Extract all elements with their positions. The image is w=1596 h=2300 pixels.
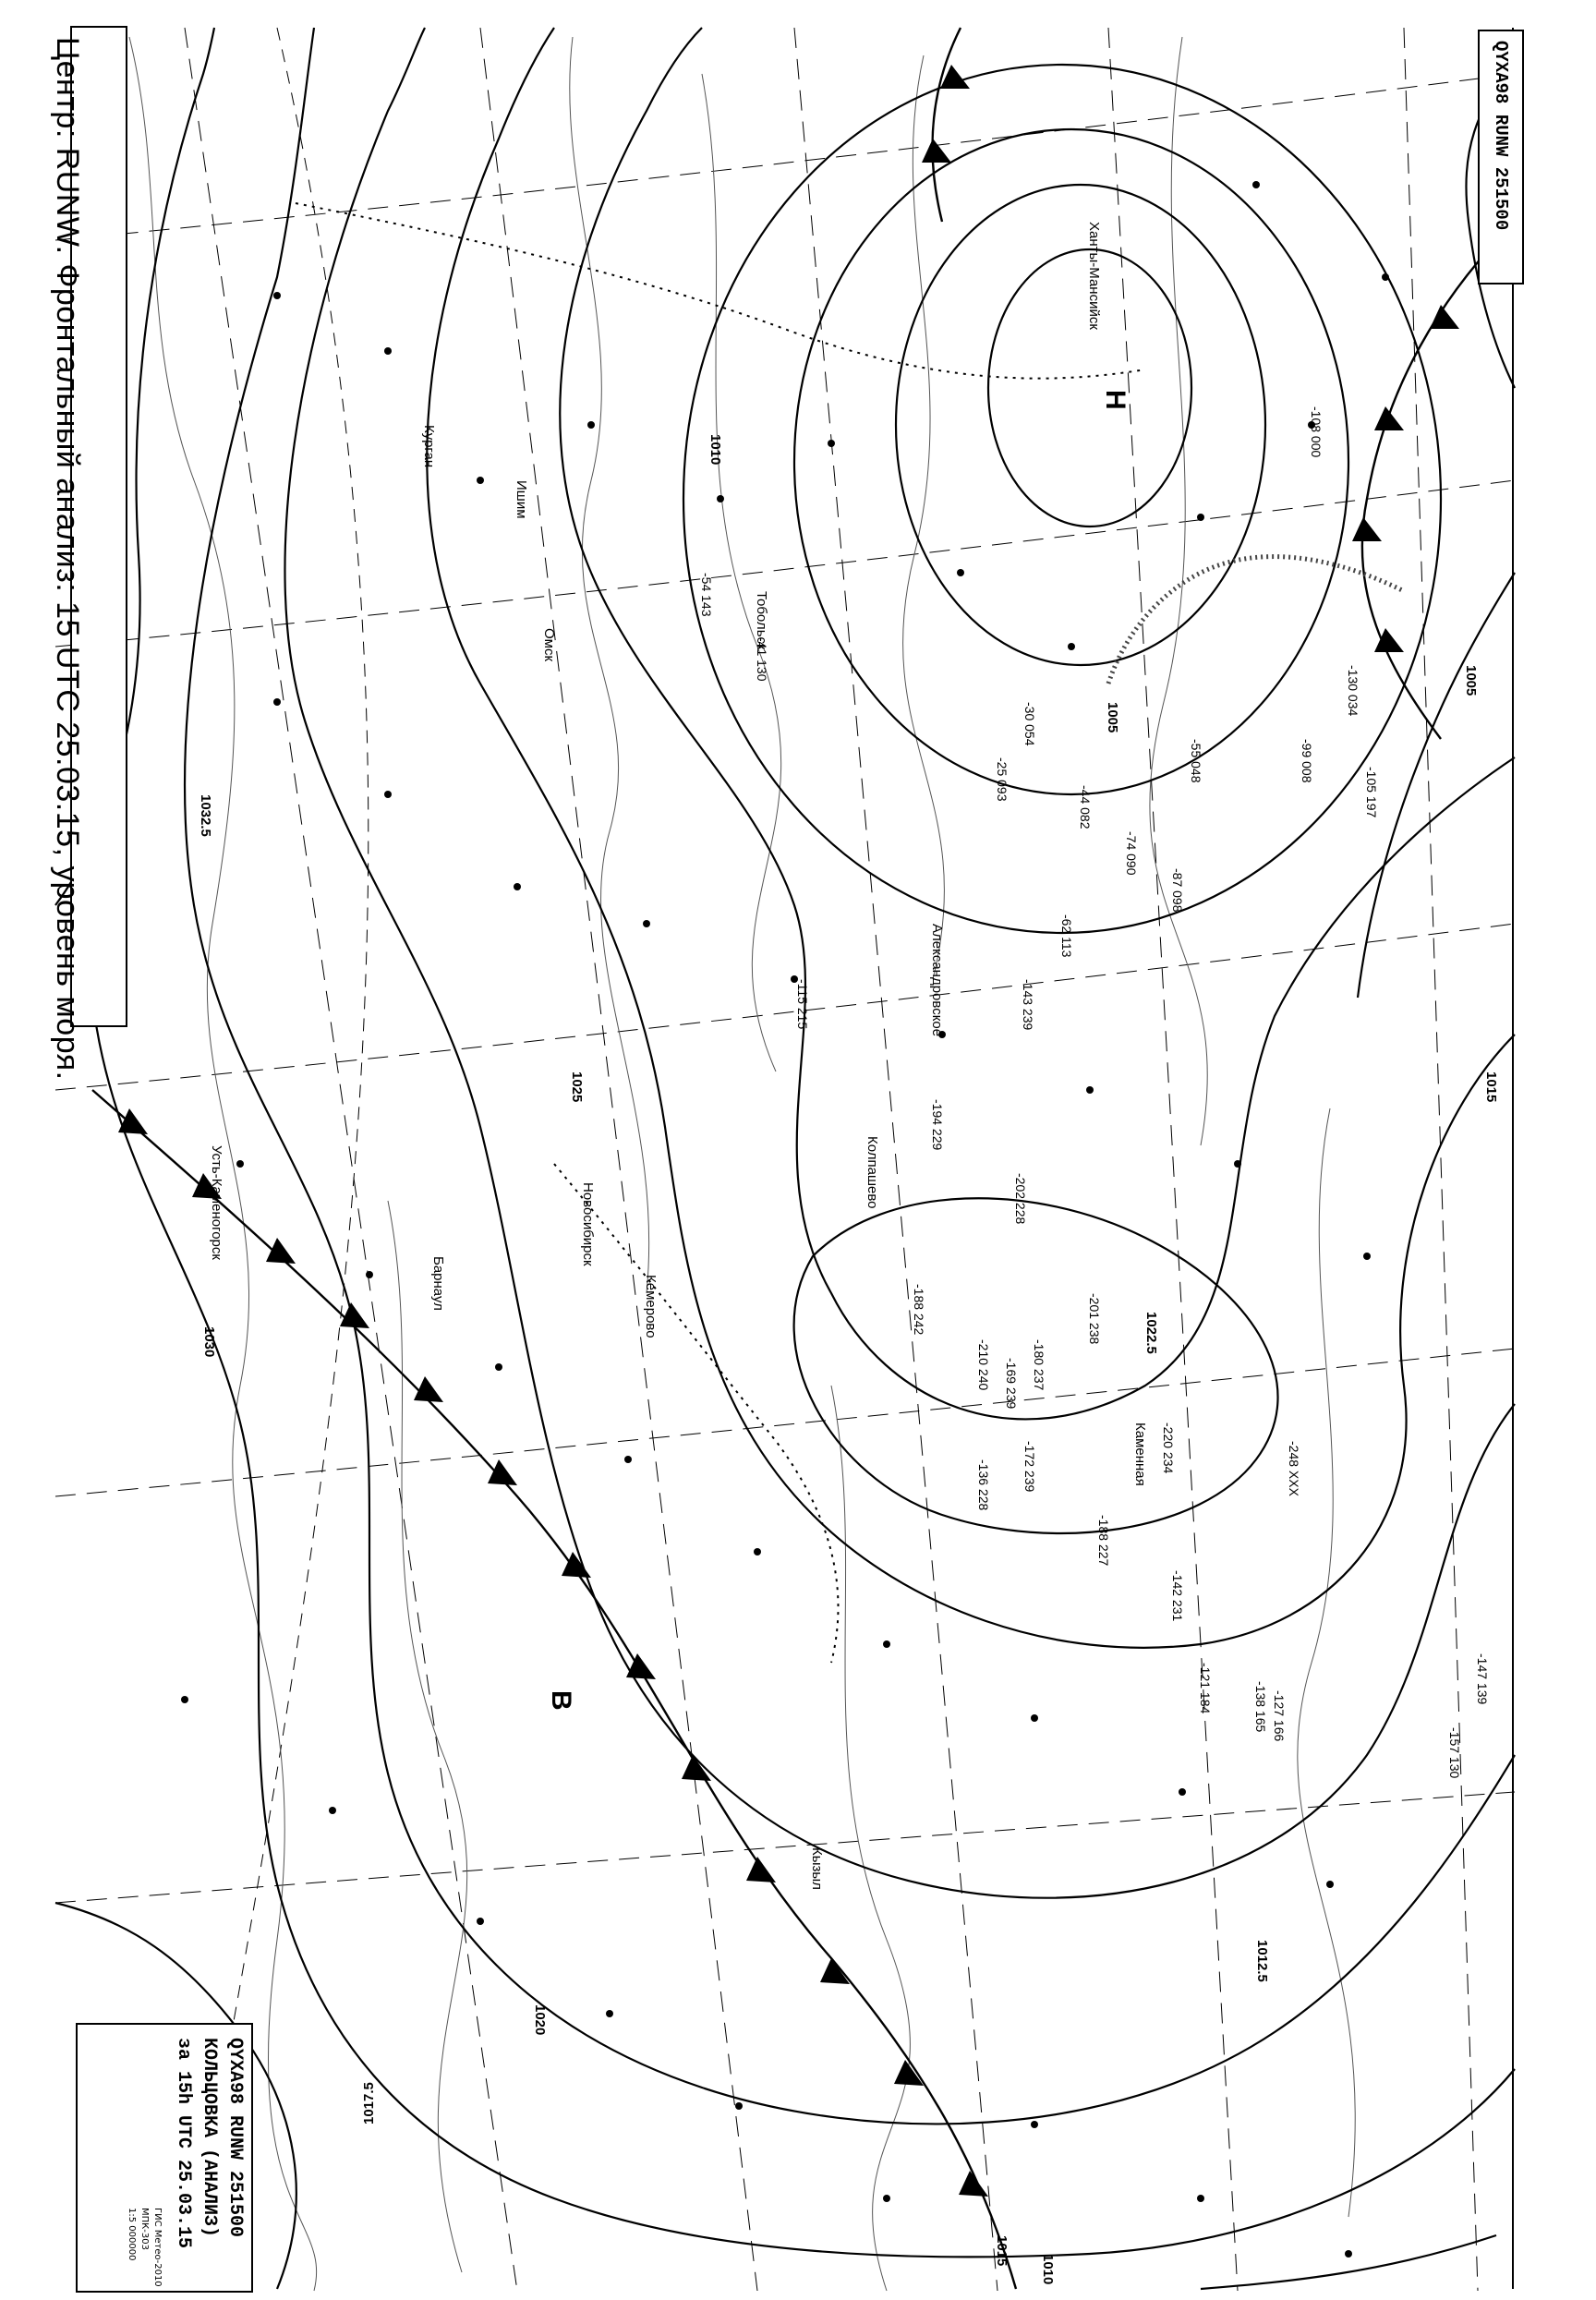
isobar-label: 1010 xyxy=(707,434,723,466)
station-plot: -108 000 xyxy=(1309,406,1324,458)
map-code: QYXA98 RUNW 251500 xyxy=(1491,41,1511,231)
legend-code: QYXA98 RUNW 251500 xyxy=(224,2038,246,2238)
station-plot: -180 237 xyxy=(1032,1339,1046,1391)
place-name: Ишим xyxy=(514,480,529,519)
station-plot: -41 130 xyxy=(755,637,769,682)
station-plot: -188 242 xyxy=(912,1284,926,1336)
place-name: Барнаул xyxy=(430,1256,446,1311)
station-plot: -115 215 xyxy=(795,979,810,1030)
station-plot: -54 143 xyxy=(699,573,714,617)
station-plot: -99 008 xyxy=(1300,739,1314,783)
station-plot: -157 130 xyxy=(1447,1727,1462,1779)
isobar-label: 1005 xyxy=(1105,702,1120,733)
station-plot: -74 090 xyxy=(1124,831,1139,876)
station-plot: -143 239 xyxy=(1021,979,1035,1031)
isobar-label: 1025 xyxy=(569,1071,585,1103)
place-name: Кемерово xyxy=(643,1275,659,1338)
station-plot: -210 240 xyxy=(976,1339,991,1391)
station-plot: -127 166 xyxy=(1272,1690,1287,1742)
legend-projection: МПК-303 xyxy=(139,2208,150,2250)
station-plot: -121 184 xyxy=(1198,1663,1213,1714)
isobar-label: 1022.5 xyxy=(1143,1312,1159,1354)
station-plot: -147 139 xyxy=(1475,1653,1490,1705)
station-plot: -169 239 xyxy=(1004,1358,1019,1410)
station-plot: -248 XXX xyxy=(1287,1441,1301,1496)
isobar-label: 1015 xyxy=(1483,1071,1499,1103)
place-name: Каменная xyxy=(1132,1422,1148,1486)
isobar-label: 1012.5 xyxy=(1254,1940,1270,1982)
high-pressure-center: В xyxy=(546,1690,576,1711)
legend-software: ГИС Метео-2010 xyxy=(152,2208,163,2287)
station-plot: -87 098 xyxy=(1170,868,1185,913)
legend-product: КОЛЬЦОВКА (АНАЛИЗ) xyxy=(199,2038,220,2238)
station-plot: -55 048 xyxy=(1189,739,1203,783)
station-plot: -138 165 xyxy=(1253,1681,1268,1733)
isobar-label: 1017.5 xyxy=(361,2082,377,2124)
station-plot: -202 228 xyxy=(1013,1173,1028,1225)
legend-scale: 1:5 000000 xyxy=(127,2208,137,2261)
legend-time: за 15h UTC 25.03.15 xyxy=(173,2038,194,2249)
station-plot: -188 227 xyxy=(1096,1515,1111,1567)
isobar-label: 1032.5 xyxy=(198,794,213,837)
station-plot: -62 113 xyxy=(1059,914,1074,958)
place-name: Ханты-Мансийск xyxy=(1086,222,1102,330)
place-name: Александровское xyxy=(929,924,945,1037)
station-plot: -25 093 xyxy=(995,757,1010,802)
place-name: Омск xyxy=(541,628,557,662)
place-name: Новосибирск xyxy=(580,1182,596,1266)
map-title: Центр: RUNW. Фронтальный анализ: 15 UTC 25.03.15, уровень моря. xyxy=(50,37,85,1081)
place-name: Курган xyxy=(421,425,437,468)
isobar-label: 1030 xyxy=(201,1326,217,1358)
station-plot: -172 239 xyxy=(1022,1441,1037,1493)
station-plot: -30 054 xyxy=(1022,702,1037,746)
place-name: Колпашево xyxy=(864,1136,880,1209)
low-pressure-center: Н xyxy=(1100,390,1130,410)
station-plot: -44 082 xyxy=(1078,785,1093,829)
station-plot: -142 231 xyxy=(1170,1570,1185,1622)
isobar-label: 1010 xyxy=(1040,2254,1056,2285)
station-plot: -194 229 xyxy=(930,1099,945,1151)
station-plot: -105 197 xyxy=(1364,767,1379,818)
place-name: Усть-Каменогорск xyxy=(209,1145,224,1260)
isobar-label: 1005 xyxy=(1463,665,1479,696)
place-name: Кызыл xyxy=(809,1847,825,1890)
isobar-label: 1020 xyxy=(532,2004,548,2036)
station-plot: -136 228 xyxy=(976,1459,991,1511)
station-plot: -220 234 xyxy=(1161,1422,1176,1474)
isobar-label: 1015 xyxy=(994,2235,1010,2267)
place-name: Тобольск xyxy=(754,591,769,650)
station-plot: -201 238 xyxy=(1087,1293,1102,1345)
station-plot: -130 034 xyxy=(1346,665,1360,717)
